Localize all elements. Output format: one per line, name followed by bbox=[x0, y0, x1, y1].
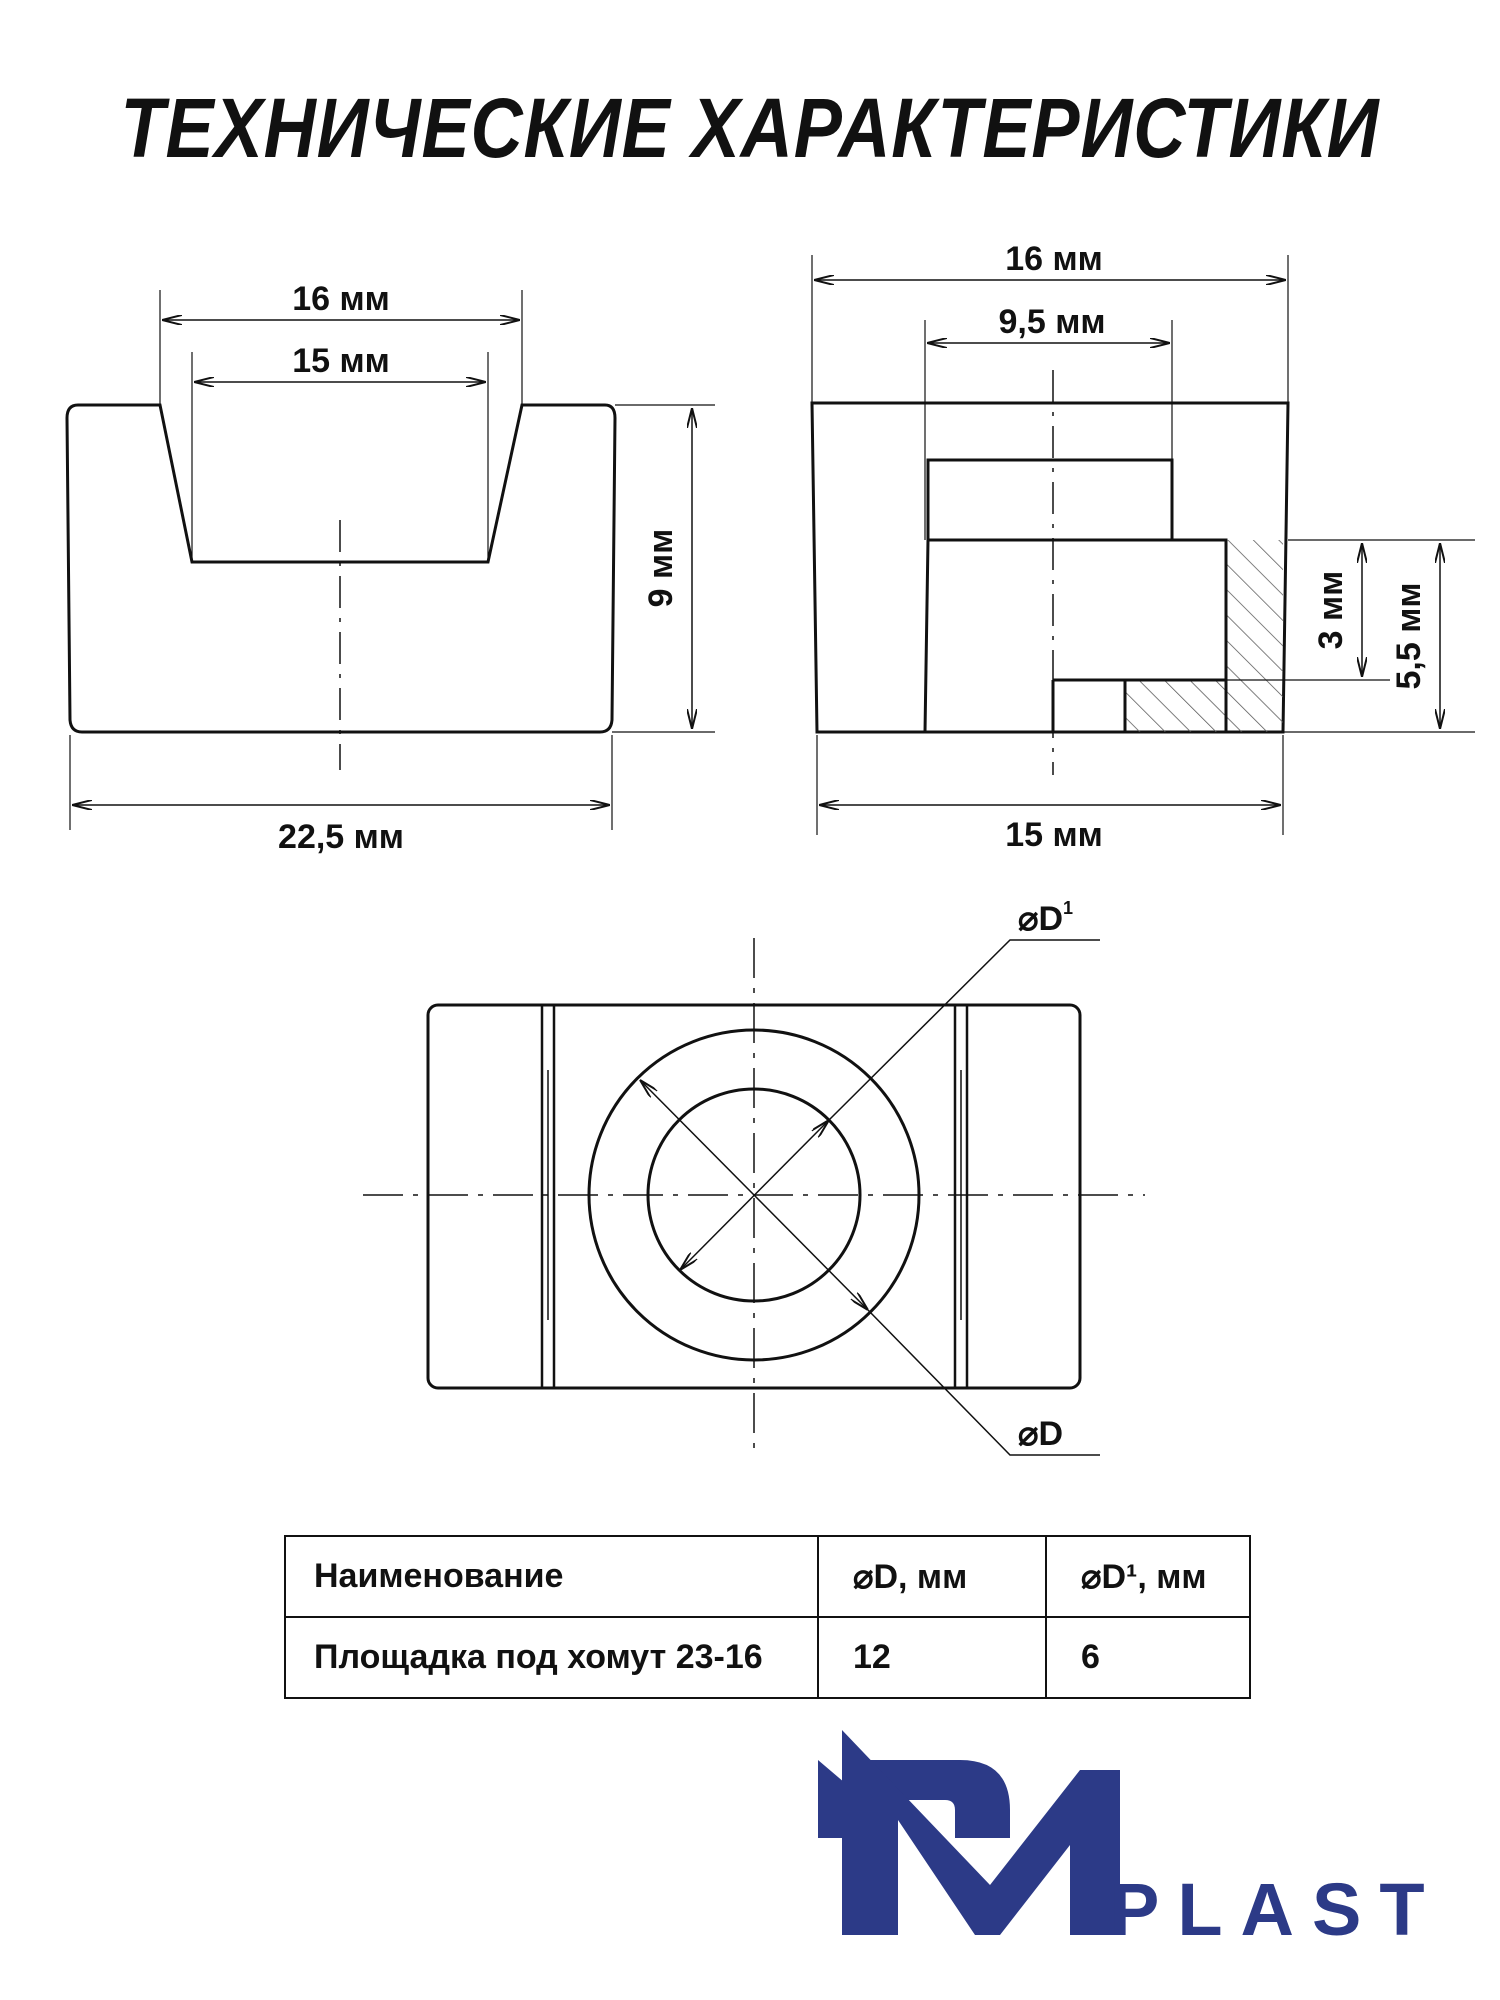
table-row bbox=[285, 1617, 1250, 1698]
hatched-section bbox=[1226, 540, 1283, 732]
table-header-cell: Наименование bbox=[285, 1536, 818, 1617]
d1-superscript: 1 bbox=[1063, 898, 1074, 918]
side-bottom-width-label: 15 мм bbox=[1005, 816, 1103, 854]
front-width-label: 22,5 мм bbox=[278, 818, 404, 856]
side-view bbox=[812, 255, 1475, 835]
spec-table bbox=[284, 1535, 1251, 1699]
table-header-row bbox=[285, 1536, 1250, 1617]
front-view-outline bbox=[67, 405, 615, 732]
leader-d1 bbox=[829, 940, 1100, 1120]
front-view bbox=[67, 290, 715, 830]
leader-d bbox=[868, 1310, 1100, 1455]
side-slot-width-label: 9,5 мм bbox=[998, 303, 1106, 341]
side-small-height-label: 3 мм bbox=[1312, 570, 1350, 650]
table-cell: 6 bbox=[1046, 1617, 1250, 1698]
table-cell: 12 bbox=[818, 1617, 1046, 1698]
side-large-height-label: 5,5 мм bbox=[1390, 582, 1428, 690]
hatched-section-bottom bbox=[1125, 680, 1226, 732]
front-top-inner-label: 15 мм bbox=[292, 342, 390, 380]
table-header-cell: ⌀D, мм bbox=[818, 1536, 1046, 1617]
page-title: ТЕХНИЧЕСКИЕ ХАРАКТЕРИСТИКИ bbox=[120, 81, 1380, 175]
side-view-upper-slot bbox=[928, 460, 1172, 540]
top-view bbox=[363, 938, 1145, 1455]
logo-text: PLAST bbox=[1110, 1868, 1443, 1951]
dm-plast-logo bbox=[818, 1715, 1443, 1951]
front-height-label: 9 мм bbox=[642, 528, 680, 608]
d-label: ⌀D bbox=[1018, 1415, 1064, 1453]
table-header-cell: ⌀D¹, мм bbox=[1046, 1536, 1250, 1617]
d1-label bbox=[1018, 898, 1073, 938]
d1-symbol: ⌀D bbox=[1018, 900, 1064, 938]
table-cell: Площадка под хомут 23-16 bbox=[285, 1617, 818, 1698]
side-top-width-label: 16 мм bbox=[1005, 240, 1103, 278]
front-top-outer-label: 16 мм bbox=[292, 280, 390, 318]
